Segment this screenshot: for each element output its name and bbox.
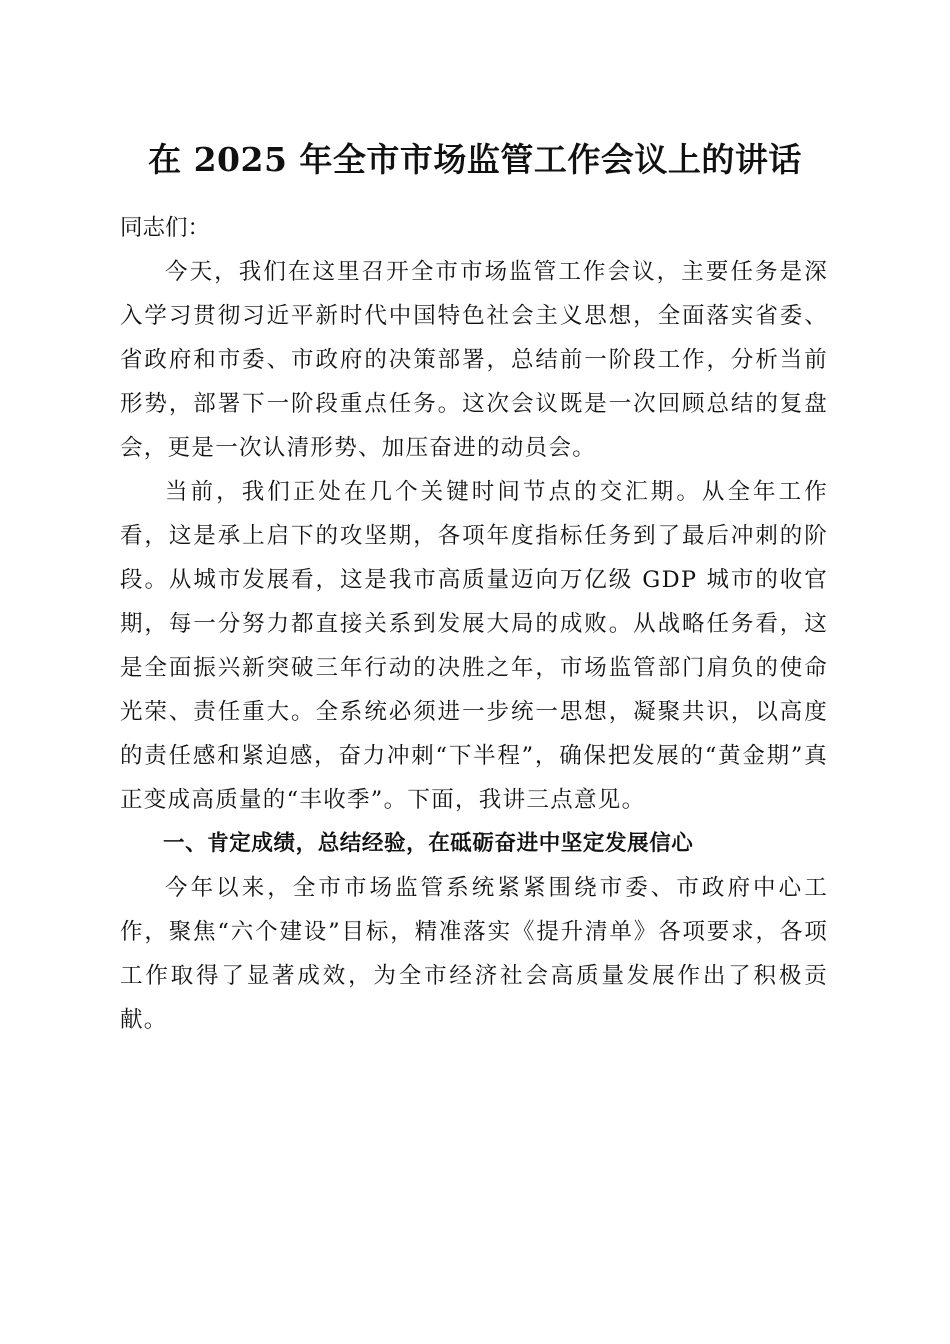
document-body xyxy=(120,206,828,1042)
section-heading: 一、肯定成绩，总结经验，在砥砺奋进中坚定发展信心 xyxy=(163,831,694,856)
section-paragraph: 今年以来，全市市场监管系统紧紧围绕市委、市政府中心工作，聚焦“六个建设”目标，精准落实《提升清单》各项要求，各项工作取得了显著成效，为全市经济社会高质量发展作出了积极贡献。 xyxy=(120,875,828,1033)
context-paragraph: 当前，我们正处在几个关键时间节点的交汇期。从全年工作看，这是承上启下的攻坚期，各项年度指标任务到了最后冲刺的阶段。从城市发展看，这是我市高质量迈向万亿级 GDP 城市的收官期，每一分努力都直接关系到发展大局的成败。从战略任务看，这是全面振兴新突破三年行动的决胜之年，市场监管部门肩负的使命光荣、责任重大。全系统必须进一步统一思想，凝聚共识，以高度的责任感和紧迫感，奋力冲刺“下半程”，确保把发展的“黄金期”真正变成高质量的“丰收季”。下面，我讲三点意见。 xyxy=(120,479,828,813)
document-title: 在 2025 年全市市场监管工作会议上的讲话 xyxy=(148,140,802,179)
intro-paragraph: 今天，我们在这里召开全市市场监管工作会议，主要任务是深入学习贯彻习近平新时代中国特色社会主义思想，全面落实省委、省政府和市委、市政府的决策部署，总结前一阶段工作，分析当前形势，部署下一阶段重点任务。这次会议既是一次回顾总结的复盘会，更是一次认清形势、加压奋进的动员会。 xyxy=(120,259,828,461)
salutation: 同志们： xyxy=(120,215,211,241)
